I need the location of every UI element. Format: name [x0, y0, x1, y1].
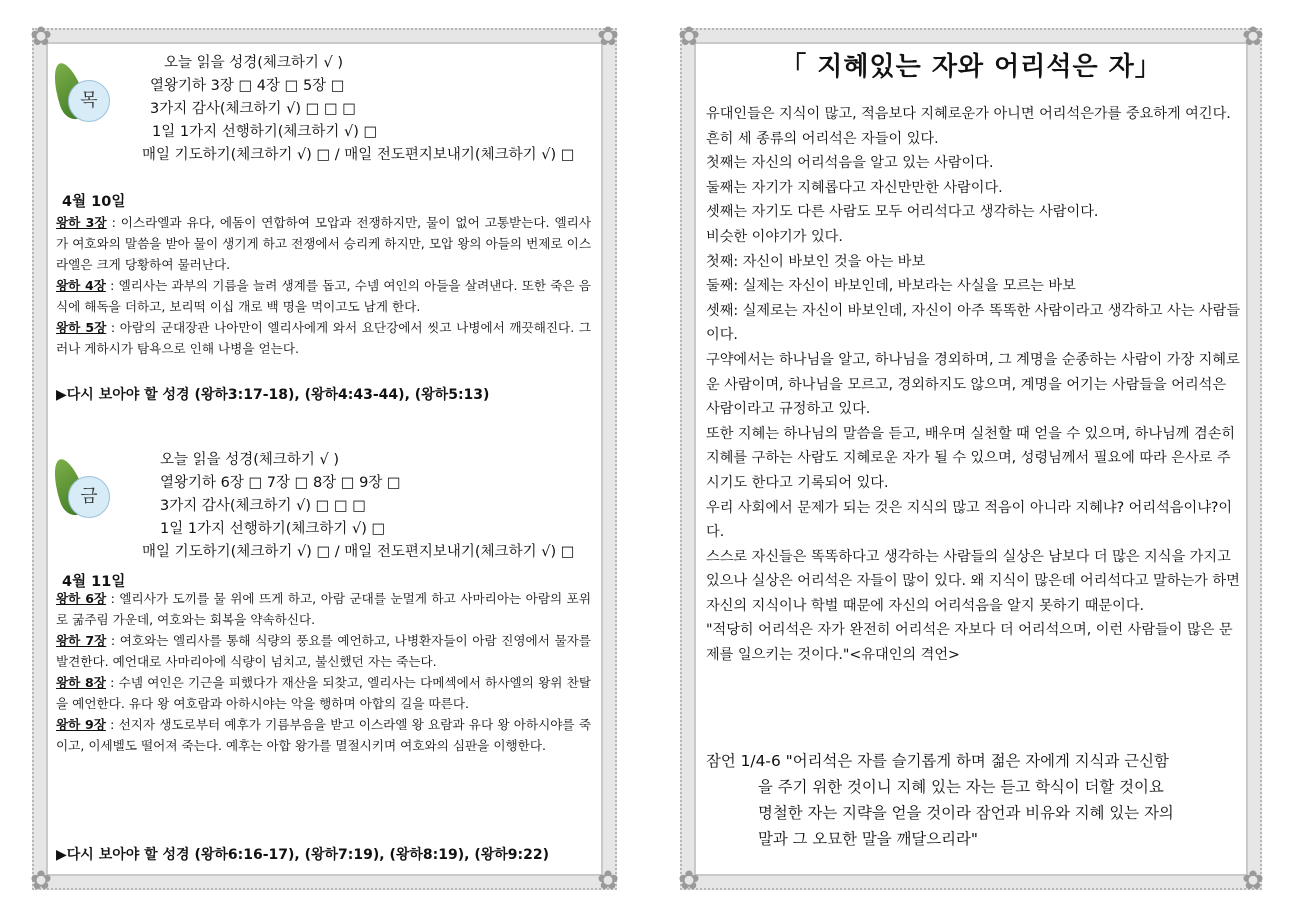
article-paragraph: 둘째는 자기가 지혜롭다고 자신만만한 사람이다.	[706, 179, 1003, 196]
checklist-line: 3가지 감사(체크하기 √) □ □ □	[160, 498, 366, 514]
article-paragraph: 흔히 세 종류의 어리석은 자들이 있다.	[706, 130, 939, 147]
quote-line: 명철한 자는 지략을 얻을 것이라 잠언과 비유와 지혜 있는 자의	[758, 804, 1174, 822]
flower-ornament-icon: ✿	[30, 866, 52, 896]
flower-ornament-icon: ✿	[678, 22, 700, 52]
checklist-line: 매일 기도하기(체크하기 √) □ / 매일 전도편지보내기(체크하기 √) □	[142, 544, 575, 560]
chapter-ref: 왕하 4장	[56, 278, 106, 293]
chapter-entry	[56, 630, 591, 672]
day-badge-friday	[56, 458, 108, 510]
chapter-summary: : 아람의 군대장관 나아만이 엘리사에게 와서 요단강에서 씻고 나병에서 깨끗해진다. 그러나 게하시가 탐욕으로 인해 나병을 얻는다.	[56, 320, 591, 356]
article-paragraph: "적당히 어리석은 자가 완전히 어리석은 자보다 더 어리석으며, 이런 사람들이 많은 문제를 일으키는 것이다."<유대인의 격언>	[706, 622, 1233, 664]
chapter-ref: 왕하 5장	[56, 320, 107, 335]
chapter-ref: 왕하 7장	[56, 633, 107, 648]
chapter-entry	[56, 672, 591, 714]
chapter-ref: 왕하 9장	[56, 717, 106, 732]
article-paragraph: 첫째는 자신의 어리석음을 알고 있는 사람이다.	[706, 155, 994, 172]
article-paragraph: 첫째: 자신이 바보인 것을 아는 바보	[706, 253, 926, 270]
checklist-line: 오늘 읽을 성경(체크하기 √ )	[164, 55, 344, 71]
review-verses: ▶다시 보아야 할 성경 (왕하6:16-17), (왕하7:19), (왕하8:19), (왕하9:22)	[56, 847, 549, 863]
left-page	[30, 22, 619, 896]
chapter-summary: : 이스라엘과 유다, 에돔이 연합하여 모압과 전쟁하지만, 물이 없어 고통받는다. 엘리사가 여호와의 말씀을 받아 물이 생기게 하고 전쟁에서 승리케 하지만, 모압 왕의 아들의 번제로 이스라엘은 크게 당황하여 물러난다.	[56, 215, 591, 272]
article-paragraph: 셋째는 자기도 다른 사람도 모두 어리석다고 생각하는 사람이다.	[706, 204, 1099, 221]
article-paragraph: 유대인들은 지식이 많고, 적음보다 지혜로운가 아니면 어리석은가를 중요하게 여긴다.	[706, 106, 1231, 122]
chapter-summary: : 선지자 생도로부터 예후가 기름부음을 받고 이스라엘 왕 요람과 유다 왕 아하시야를 죽이고, 이세벨도 떨어져 죽는다. 예후는 아합 왕가를 멸절시키며 여호와의 심판을 이행한다.	[56, 717, 591, 753]
quote-line: 을 주기 위한 것이니 지혜 있는 자는 듣고 학식이 더할 것이요	[758, 778, 1164, 796]
chapter-entry	[56, 588, 591, 630]
proverbs-quote	[706, 748, 1246, 852]
reading-summary	[56, 212, 591, 359]
article-paragraph: 셋째: 실제로는 자신이 바보인데, 자신이 아주 똑똑한 사람이라고 생각하고 사는 사람들이다.	[706, 302, 1241, 344]
article-paragraph: 구약에서는 하나님을 알고, 하나님을 경외하며, 그 계명을 순종하는 사람이 가장 지혜로운 사람이며, 하나님을 모르고, 경외하지도 않으며, 계명을 어기는 사람들을 어리석은 사람이라고 규정하고 있다.	[706, 351, 1240, 418]
checklist-line: 1일 1가지 선행하기(체크하기 √) □	[152, 124, 378, 140]
flower-ornament-icon: ✿	[1242, 866, 1264, 896]
chapter-summary: : 수넴 여인은 기근을 피했다가 재산을 되찾고, 엘리사는 다메섹에서 하사엘의 왕위 찬탈을 예언한다. 유다 왕 여호람과 아하시야는 악을 행하며 아합의 길을 따른다.	[56, 675, 591, 711]
quote-line: 잠언 1/4-6 "어리석은 자를 슬기롭게 하며 젊은 자에게 지식과 근신함	[706, 752, 1169, 770]
right-page	[678, 22, 1264, 896]
article-title: 「 지혜있는 자와 어리석은 자」	[780, 52, 1162, 82]
chapter-entry	[56, 317, 591, 359]
flower-ornament-icon: ✿	[30, 22, 52, 52]
checklist-line: 오늘 읽을 성경(체크하기 √ )	[160, 452, 340, 468]
day-badge-label: 목	[68, 80, 110, 122]
checklist-line: 매일 기도하기(체크하기 √) □ / 매일 전도편지보내기(체크하기 √) □	[142, 147, 575, 163]
article-paragraph: 비슷한 이야기가 있다.	[706, 228, 843, 245]
chapter-ref: 왕하 8장	[56, 675, 106, 690]
checklist-line: 3가지 감사(체크하기 √) □ □ □	[150, 101, 356, 117]
flower-ornament-icon: ✿	[1242, 22, 1264, 52]
quote-line: 말과 그 오묘한 말을 깨달으리라"	[758, 830, 978, 848]
chapter-summary: : 엘리사가 도끼를 물 위에 뜨게 하고, 아람 군대를 눈멀게 하고 사마리아는 아람의 포위로 굶주림 가운데, 여호와는 회복을 약속하신다.	[56, 591, 591, 627]
chapter-ref: 왕하 6장	[56, 591, 107, 606]
article-paragraph: 우리 사회에서 문제가 되는 것은 지식의 많고 적음이 아니라 지혜냐? 어리석음이냐?이다.	[706, 499, 1233, 541]
flower-ornament-icon: ✿	[597, 22, 619, 52]
chapter-summary: : 엘리사는 과부의 기름을 늘려 생계를 돕고, 수넴 여인의 아들을 살려낸다. 또한 죽은 음식에 해독을 더하고, 보리떡 이십 개로 백 명을 먹이고도 남게 한다.	[56, 278, 591, 314]
daily-checklist	[142, 52, 575, 167]
chapter-ref: 왕하 3장	[56, 215, 107, 230]
chapter-summary: : 여호와는 엘리사를 통해 식량의 풍요를 예언하고, 나병환자들이 아람 진영에서 물자를 발견한다. 예언대로 사마리아에 식량이 넘치고, 불신했던 자는 죽는다.	[56, 633, 591, 669]
reading-date: 4월 11일	[62, 574, 126, 590]
checklist-line: 1일 1가지 선행하기(체크하기 √) □	[160, 521, 386, 537]
reading-date: 4월 10일	[62, 194, 126, 210]
day-badge-label: 금	[68, 476, 110, 518]
article-paragraph: 또한 지혜는 하나님의 말씀을 듣고, 배우며 실천할 때 얻을 수 있으며, 하나님께 겸손히 지혜를 구하는 사람도 지혜로운 자가 될 수 있으며, 성령님께서 필요에 따라 은사로 주시기도 한다고 기록되어 있다.	[706, 425, 1236, 491]
article-paragraph: 스스로 자신들은 똑똑하다고 생각하는 사람들의 실상은 남보다 더 많은 지식을 가지고 있으나 실상은 어리석은 자들이 많이 있다. 왜 지식이 많은데 어리석다고 말하는가 하면 자신의 지식이나 학벌 때문에 자신의 어리석음을 알지 못하기 때문이다.	[706, 548, 1240, 614]
chapter-entry	[56, 212, 591, 275]
chapter-entry	[56, 714, 591, 756]
chapter-entry	[56, 275, 591, 317]
day-badge-thursday	[56, 62, 108, 114]
flower-ornament-icon: ✿	[678, 866, 700, 896]
checklist-line: 열왕기하 6장 □ 7장 □ 8장 □ 9장 □	[160, 475, 401, 491]
reading-summary	[56, 588, 591, 756]
checklist-line: 열왕기하 3장 □ 4장 □ 5장 □	[150, 78, 345, 94]
article-body	[706, 102, 1244, 668]
review-verses: ▶다시 보아야 할 성경 (왕하3:17-18), (왕하4:43-44), (왕하5:13)	[56, 387, 490, 403]
daily-checklist	[142, 449, 575, 564]
article-paragraph: 둘째: 실제는 자신이 바보인데, 바보라는 사실을 모르는 바보	[706, 278, 1076, 295]
flower-ornament-icon: ✿	[597, 866, 619, 896]
